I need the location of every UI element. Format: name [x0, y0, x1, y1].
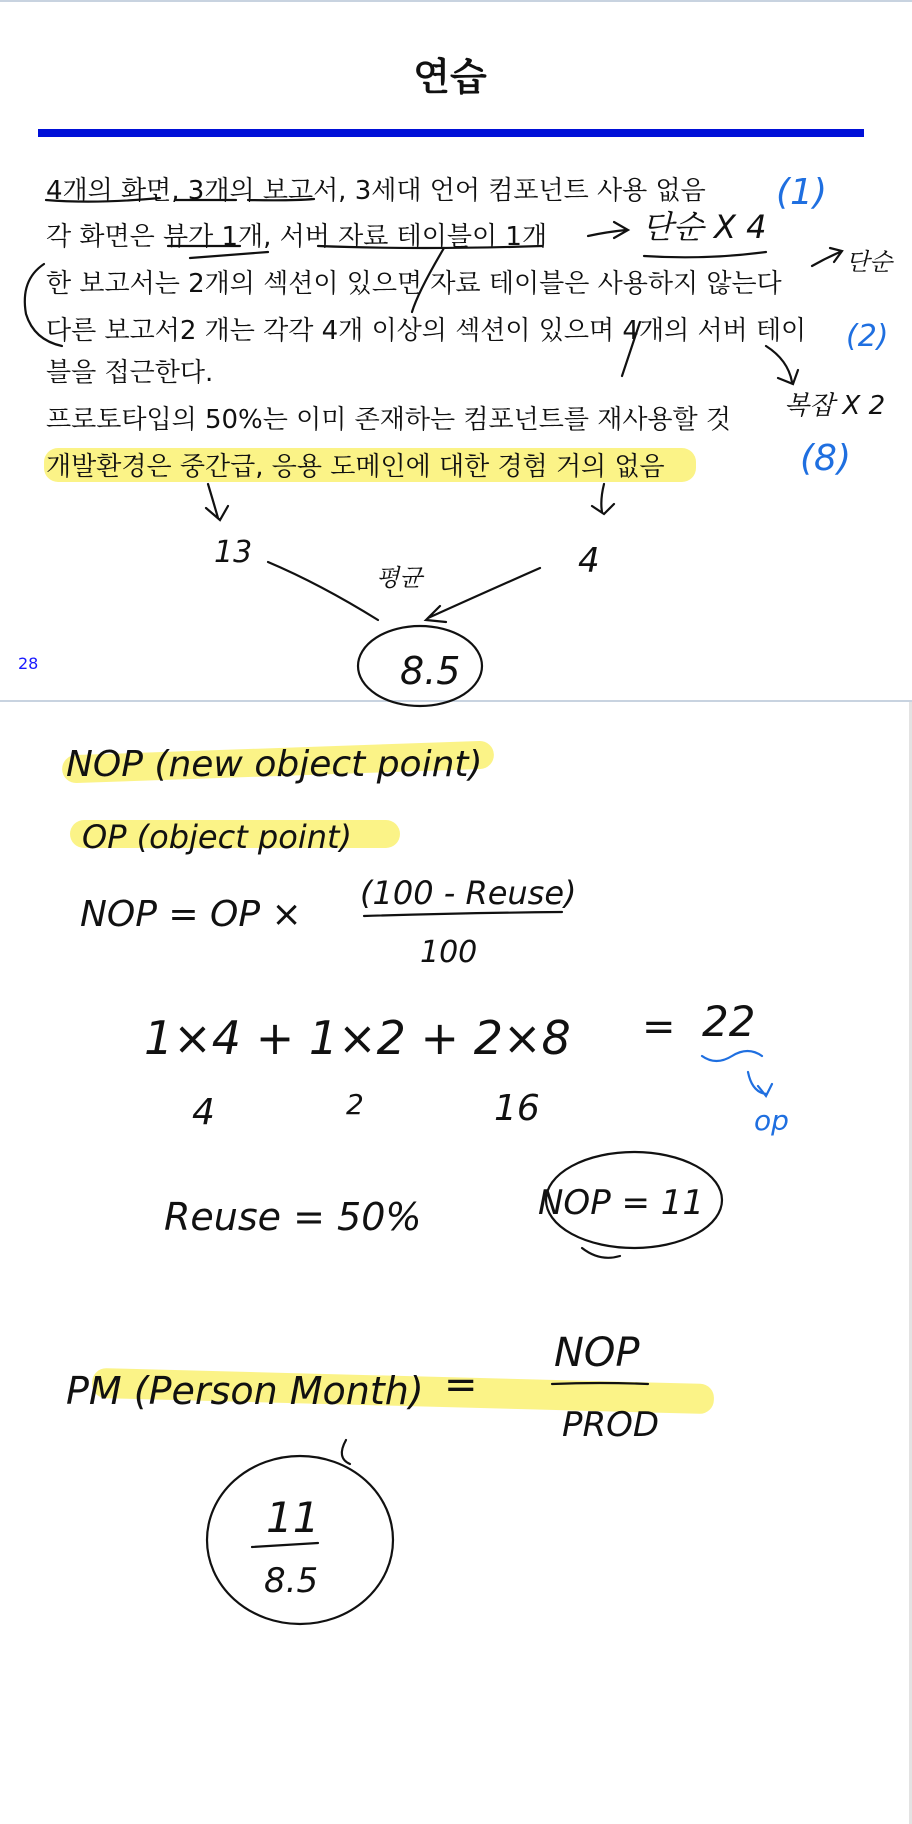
- note-op-tag: op: [754, 1104, 789, 1137]
- note-formula-lhs: NOP = OP ×: [80, 894, 302, 935]
- annot-13: 13: [214, 535, 253, 570]
- body-line-3: 한 보고서는 2개의 섹션이 있으면 자료 테이블은 사용하지 않는다: [46, 269, 782, 299]
- slide-title: 연습: [413, 55, 487, 99]
- annot-c2: (2): [846, 319, 889, 354]
- annot-c8: (8): [800, 438, 851, 479]
- note-op-def: OP (object point): [82, 818, 353, 856]
- note-nop-result: NOP = 11: [538, 1183, 705, 1223]
- annot-4: 4: [578, 541, 600, 581]
- note-pm-def: PM (Person Month): [66, 1369, 424, 1413]
- note-term-2: 2: [346, 1088, 364, 1121]
- note-answer-num: 11: [266, 1493, 320, 1542]
- annot-avg-label: 평균: [376, 564, 423, 592]
- note-formula-den: 100: [420, 935, 478, 970]
- note-sum-eq: =: [642, 1004, 676, 1050]
- body-line-7: 개발환경은 중간급, 응용 도메인에 대한 경험 거의 없음: [46, 452, 665, 482]
- page-number: 28: [18, 654, 39, 673]
- note-nop-def: NOP (new object point): [66, 744, 483, 785]
- note-answer-den: 8.5: [264, 1561, 319, 1601]
- note-term-1: 4: [192, 1092, 215, 1133]
- note-pm-num: NOP: [554, 1330, 640, 1376]
- annot-avg-value: 8.5: [400, 649, 461, 693]
- annot-complex-x2: 복잡 X 2: [784, 391, 886, 421]
- annot-simple-x4: 단순 X 4: [642, 208, 767, 246]
- note-sum-result: 22: [702, 997, 756, 1046]
- note-reuse: Reuse = 50%: [164, 1195, 422, 1239]
- body-line-4: 다른 보고서2 개는 각각 4개 이상의 섹션이 있으며 4개의 서버 테이: [46, 316, 807, 346]
- note-term-3: 16: [494, 1088, 540, 1129]
- note-pm-den: PROD: [562, 1405, 660, 1445]
- body-line-1: 4개의 화면, 3개의 보고서, 3세대 언어 컴포넌트 사용 없음: [46, 176, 706, 206]
- note-sum-expr: 1×4 + 1×2 + 2×8: [144, 1011, 571, 1065]
- body-line-2: 각 화면은 뷰가 1개, 서버 자료 테이블이 1개: [46, 222, 548, 252]
- body-line-6: 프로토타입의 50%는 이미 존재하는 컴포넌트를 재사용할 것: [46, 405, 732, 435]
- annot-simple: 단순: [846, 248, 893, 276]
- annot-c1: (1): [776, 172, 827, 213]
- note-pm-eq: =: [444, 1362, 478, 1408]
- note-formula-num: (100 - Reuse): [360, 874, 577, 912]
- body-line-5: 블을 접근한다.: [46, 358, 214, 388]
